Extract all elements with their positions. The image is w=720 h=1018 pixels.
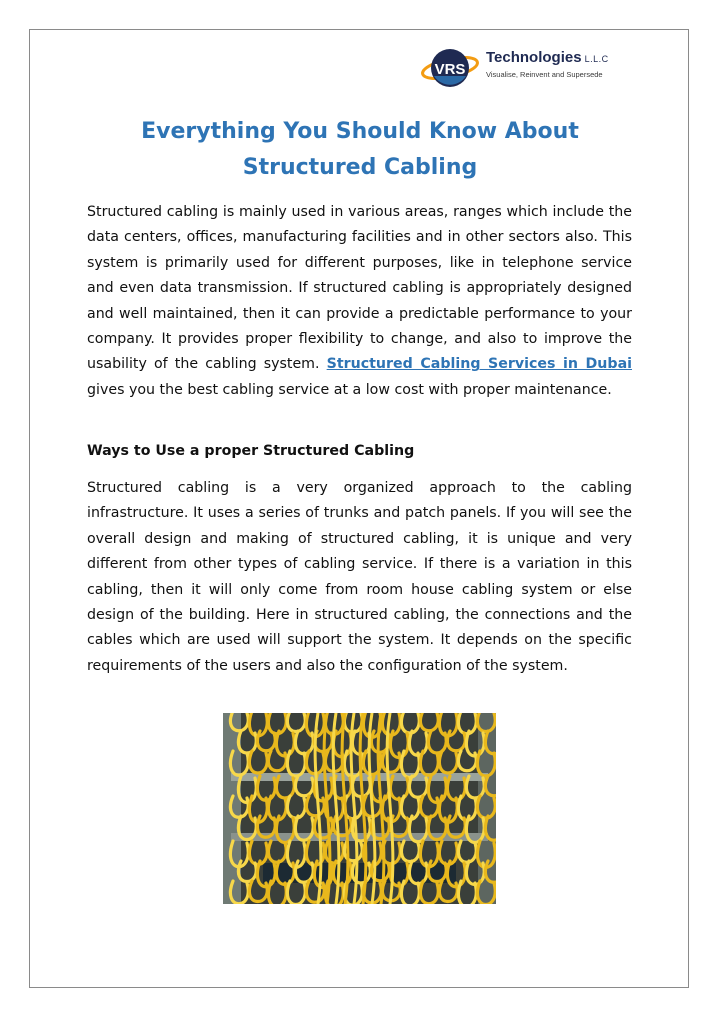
structured-cabling-services-link[interactable]: Structured Cabling Services in Dubai [326, 356, 633, 373]
company-logo [420, 45, 620, 91]
company-tagline: Visualise, Reinvent and Supersede [486, 70, 603, 79]
page-title-line-2: Structured Cabling [242, 155, 478, 180]
page-title-line-1: Everything You Should Know About [141, 119, 579, 144]
section-paragraph: Structured cabling is a very organized approach to the cabling infrastructure. It uses a series of trunks and patch panels. If you will see the overall design and making of structured cabling, it is unique and very different from other types of cabling service. If there is a variation in this cabling, then it will only come from room house cabling system or else design of the building. Here in structured cabling, the connections and the cables which are used will support the system. It depends on the specific requirements of the users and also the configuration of the system. [87, 480, 632, 674]
intro-text-after-link: gives you the best cabling service at a low cost with proper maintenance. [87, 381, 612, 398]
cables-illustration [223, 713, 496, 904]
vrs-logo-mark [420, 45, 482, 91]
intro-text-before-link: Structured cabling is mainly used in various areas, ranges which include the data centers, offices, manufacturing facilities and in other sectors also. This system is primarily used for different purposes, like in telephone service and even data transmission. If structured cabling is appropriately designed and well maintained, then it can provide a predictable performance to your company. It provides proper flexibility to change, and also to improve the usability of the cabling system. [87, 204, 632, 373]
yellow-network-cables-image [223, 713, 496, 904]
company-name [486, 49, 609, 66]
section-heading: Ways to Use a proper Structured Cabling [87, 443, 415, 459]
intro-paragraph [87, 200, 632, 403]
logo-mark-text: VRS [434, 61, 466, 78]
company-suffix: L.L.C [584, 54, 609, 64]
page-title [80, 114, 640, 186]
company-name-text: Technologies [486, 49, 582, 66]
